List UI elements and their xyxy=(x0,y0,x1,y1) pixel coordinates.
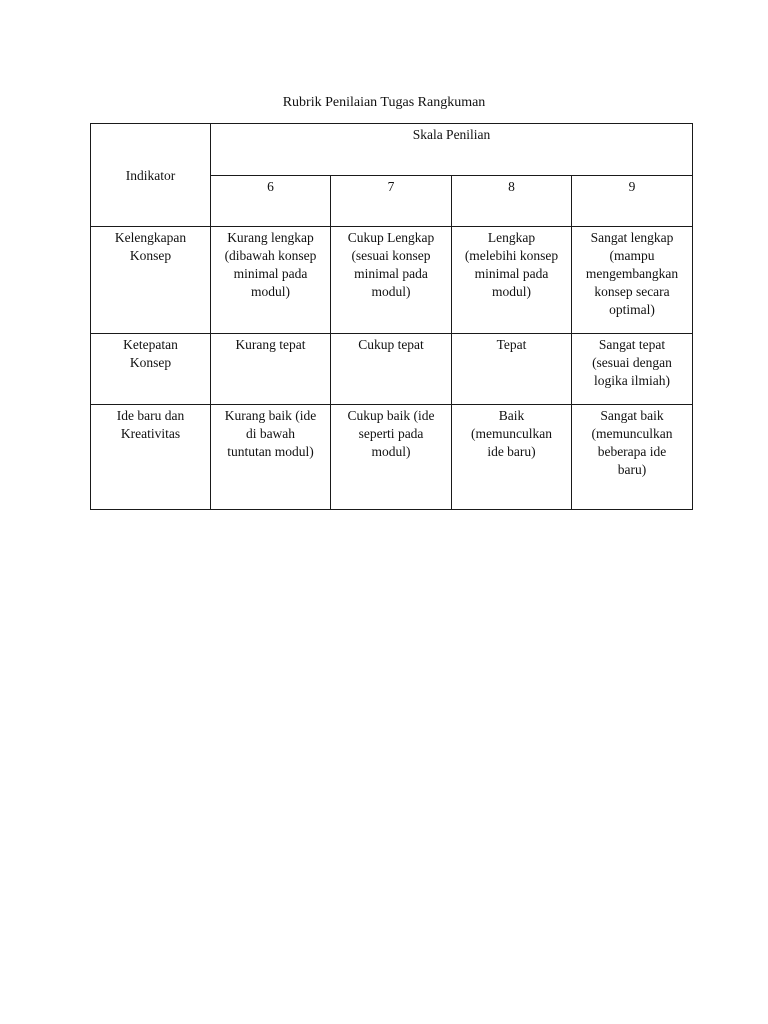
rubric-cell-text: Sangat baik (memunculkan beberapa ide baru) xyxy=(591,408,673,477)
rubric-cell-text: Kurang baik (ide di bawah tuntutan modul) xyxy=(224,408,317,459)
score-header-8: 8 xyxy=(452,176,572,227)
rubric-cell xyxy=(452,227,572,334)
indicator-cell xyxy=(91,405,211,510)
indicator-label: Ketepatan Konsep xyxy=(123,337,178,370)
rubric-cell xyxy=(452,334,572,405)
rubric-cell-text: Cukup tepat xyxy=(358,337,424,352)
rubric-cell-text: Cukup Lengkap (sesuai konsep minimal pada modul) xyxy=(347,230,435,299)
score-header-9: 9 xyxy=(572,176,693,227)
rubric-cell xyxy=(572,334,693,405)
indicator-label: Ide baru dan Kreativitas xyxy=(116,408,185,441)
rubric-cell xyxy=(331,227,452,334)
indicator-cell xyxy=(91,334,211,405)
rubric-cell-text: Sangat lengkap (mampu mengembangkan konsep secara optimal) xyxy=(585,230,679,317)
rubric-cell-text: Tepat xyxy=(496,337,527,352)
rubric-cell xyxy=(211,405,331,510)
score-header-7: 7 xyxy=(331,176,452,227)
rubric-cell xyxy=(572,227,693,334)
rubric-cell-text: Lengkap (melebihi konsep minimal pada modul) xyxy=(464,230,559,299)
rubric-cell-text: Kurang tepat xyxy=(235,337,306,352)
indicator-cell xyxy=(91,227,211,334)
rubric-cell xyxy=(452,405,572,510)
rubric-cell xyxy=(572,405,693,510)
table-row xyxy=(91,405,693,510)
rubric-cell-text: Kurang lengkap (dibawah konsep minimal pada modul) xyxy=(224,230,317,299)
indicator-header: Indikator xyxy=(91,124,211,227)
rubric-cell xyxy=(211,334,331,405)
table-row xyxy=(91,227,693,334)
rubric-cell xyxy=(331,405,452,510)
rubric-table xyxy=(90,123,693,510)
scale-header: Skala Penilian xyxy=(211,124,693,176)
document-title: Rubrik Penilaian Tugas Rangkuman xyxy=(282,95,486,110)
rubric-cell-text: Baik (memunculkan ide baru) xyxy=(471,408,552,459)
table-header-row xyxy=(91,124,693,176)
table-row xyxy=(91,334,693,405)
score-header-6: 6 xyxy=(211,176,331,227)
rubric-cell-text: Cukup baik (ide seperti pada modul) xyxy=(347,408,435,459)
rubric-cell-text: Sangat tepat (sesuai dengan logika ilmiah) xyxy=(592,337,672,388)
rubric-cell xyxy=(331,334,452,405)
rubric-cell xyxy=(211,227,331,334)
indicator-label: Kelengkapan Konsep xyxy=(114,230,187,263)
